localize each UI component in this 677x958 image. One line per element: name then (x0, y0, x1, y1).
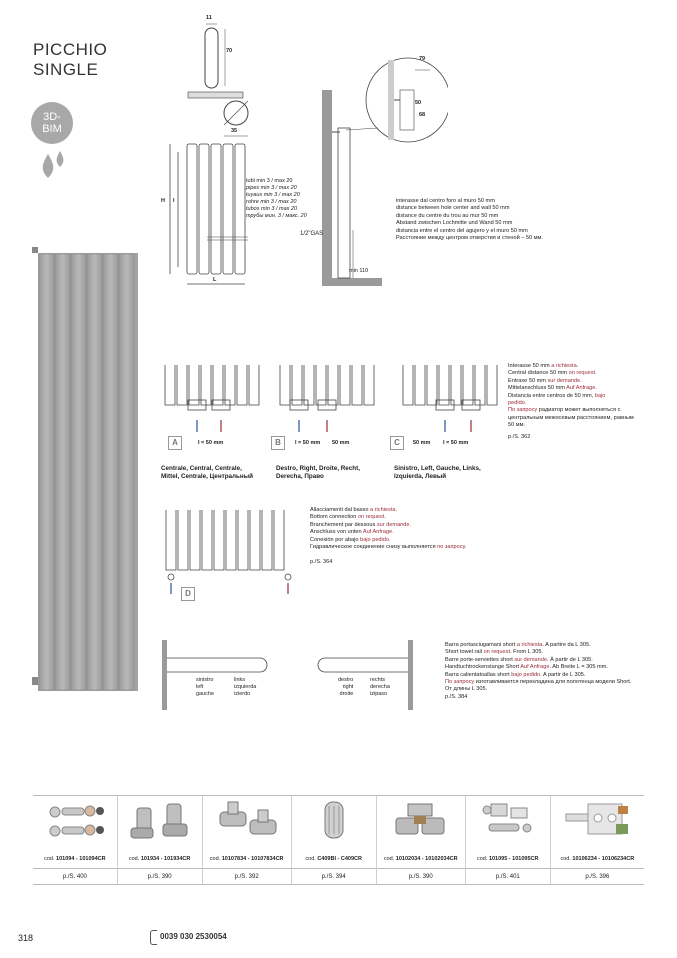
bim-line-2: BIM (42, 123, 62, 135)
variant-c-caption (394, 465, 481, 481)
pipe-spacers-icon (40, 798, 110, 844)
variant-a-caption (161, 465, 253, 481)
product-title (33, 40, 107, 80)
caption-line: Sinistro, Left, Gauche, Links, (394, 465, 481, 472)
towel-left-col2: links izquierda izierdo (234, 677, 257, 697)
dim-68: 68 (419, 112, 426, 118)
valve-set-icon (386, 798, 456, 844)
accessory-code: 10102034 - 10102034CR (395, 856, 458, 862)
accessory-code: 10106234 - 10106234CR (572, 856, 635, 862)
page-number: 318 (18, 933, 34, 943)
interasse-note: Interasse 50 mm a richiesta. Central distance 50 mm on request. Entraxe 50 mm sur demande. Mittelanschluss 50 mm Auf Anfrage. Distancia entre centros de 50 mm, bajo pedido. По запросу радиатор может выполняться с центральным межосевым расстоянием, равным 50 мм. p./S. 362 (508, 363, 634, 440)
pipe-note (246, 178, 307, 220)
variant-c-dim2: I = 50 mm (443, 440, 469, 446)
accessory-page-ref[interactable]: p./S. 401 (465, 869, 550, 886)
pipe-note-line: tubos min 3 / max 20 (246, 206, 298, 212)
caption-line: Derecha, Право (276, 473, 324, 480)
pipe-note-line: tuyaux min 3 / max 20 (246, 192, 300, 198)
bim-badge[interactable] (31, 102, 73, 144)
dim-min110: min 110 (349, 268, 369, 274)
accessories-bottom-rule (33, 884, 644, 885)
bim-line-1: 3D- (43, 111, 61, 123)
variant-b-caption (276, 465, 360, 481)
dim-gas: 1/2"GAS (300, 231, 324, 237)
technical-drawing-side (318, 50, 448, 290)
bottom-connection-drawing (158, 505, 303, 595)
towel-rail-note: Barra portasciugamani short a richiesta. A partire da L 305. Short towel rail on request. From L 305. Barre porte-serviettes short sur demande. À partir de L 305. Handtuchtrockenstange Short Auf Anfrage. Ab Breite L = 305 mm. Barra calientatoallas short bajo pedido. A partir de L 305. По запросу изготавливается перекладина для полотенца модели Short. От длины L 305. p./S. 384 (445, 642, 632, 700)
connection-variants-drawing (160, 360, 510, 440)
pipe-note-line: pipes min 3 / max 20 (246, 185, 297, 191)
straight-valves-icon (212, 798, 282, 844)
towel-right-col2: rechts derecha izipaso (370, 677, 390, 697)
note-line: distance du centre du trou au mur 50 mm (396, 212, 499, 219)
variant-d-label: D (181, 587, 195, 601)
dim-70: 70 (226, 48, 233, 54)
title-line-2: SINGLE (33, 60, 99, 79)
dim-79: 79 (419, 56, 426, 62)
caption-line: Centrale, Central, Centrale, (161, 465, 242, 472)
accessory-page-ref[interactable]: p./S. 400 (33, 869, 117, 886)
thermostatic-head-icon (299, 798, 369, 844)
accessories-table: cod. 101094 - 101094CR cod. 101934 - 101934CR cod. 10107834 - 10107834CR cod. C409BI - C409CR cod. 10102034 - 10102034CR cod. 101095 - 101095CR cod. 10106234 - 10106234CR p./S. 400 p./S. 390 p./S. 392 p./S. 394 p./S. 390 p./S. 401 p./S. 396 (33, 796, 644, 885)
towel-left-col1: sinistro left gauche (196, 677, 215, 697)
dim-l: L (213, 277, 217, 283)
phone-number[interactable]: 0039 030 2530054 (160, 932, 227, 941)
accessory-code: 101934 - 101934CR (140, 856, 191, 862)
towel-right-col1: destro right droite (338, 677, 354, 697)
pipe-note-line: rohre min 3 / max 20 (246, 199, 297, 205)
variant-b-label: B (271, 436, 285, 450)
page-reference: p./S. 362 (508, 433, 531, 440)
variant-c-label: C (390, 436, 404, 450)
water-drops-icon (38, 150, 70, 184)
extension-kit-icon (473, 798, 543, 844)
accessory-page-ref[interactable]: p./S. 392 (202, 869, 291, 886)
towel-rail-drawing (155, 640, 440, 710)
accessory-page-ref[interactable]: p./S. 390 (376, 869, 465, 886)
angle-valves-icon (125, 798, 195, 844)
accessory-page-ref[interactable]: p./S. 390 (117, 869, 202, 886)
accessory-image[interactable] (291, 796, 376, 850)
dim-35: 35 (231, 128, 238, 134)
technical-drawing-front (150, 12, 330, 302)
variant-a-dim: I = 50 mm (198, 440, 224, 446)
note-line: Abstand zwischen Lochmitte und Wand 50 mm (396, 220, 513, 227)
accessory-image[interactable] (33, 796, 117, 850)
accessory-code: C409BI - C409CR (317, 856, 362, 862)
caption-line: Izquierda, Левый (394, 473, 447, 480)
mounting-bracket-icon (558, 798, 636, 844)
dim-i: I (173, 198, 175, 204)
page-reference: p./S. 364 (310, 559, 333, 566)
accessory-image[interactable] (376, 796, 465, 850)
dim-11: 11 (206, 15, 212, 21)
note-line: distance between hole center and wall 50 mm (396, 205, 510, 212)
page-reference: p./S. 384 (445, 693, 468, 700)
accessory-code: 10107834 - 10107834CR (221, 856, 284, 862)
note-line: interasse dal centro foro al muro 50 mm (396, 198, 495, 204)
caption-line: Mittel, Centrale, Центральный (161, 473, 253, 480)
title-line-1: PICCHIO (33, 40, 108, 59)
caption-line: Destro, Right, Droite, Recht, (276, 465, 360, 472)
note-line: Расстояние между центром отверстия и стеной – 50 мм. (396, 235, 543, 242)
accessory-image[interactable] (465, 796, 550, 850)
variant-b-dim2: 50 mm (332, 440, 350, 446)
variant-c-dim1: 50 mm (413, 440, 431, 446)
accessory-image[interactable] (550, 796, 644, 850)
bottom-connection-note: Allacciamenti dal basso a richiesta. Bottom connection on request. Branchement par dessous sur demande. Anschluss von unten Auf Anfrage. Conexión por abajo bajo pedido. Гидравлическое соединение снизу выполняется по запросу. p./S. 364 (310, 507, 467, 566)
accessory-code: 101095 - 101095CR (488, 856, 539, 862)
wall-distance-note (396, 198, 543, 242)
accessory-page-ref[interactable]: p./S. 396 (550, 869, 644, 886)
accessory-image[interactable] (202, 796, 291, 850)
dim-50: 50 (415, 100, 422, 106)
variant-b-dim1: I = 50 mm (295, 440, 321, 446)
note-line: distancia entre el centro del agujero y el muro 50 mm (396, 227, 528, 234)
accessory-code: 101094 - 101094CR (56, 856, 106, 862)
dim-h: H (161, 198, 165, 204)
accessory-image[interactable] (117, 796, 202, 850)
pipe-note-line: tubi min 3 / max 20 (246, 178, 293, 184)
accessory-page-ref[interactable]: p./S. 394 (291, 869, 376, 886)
pipe-note-line: трубы мин. 3 / макс. 20 (246, 213, 307, 219)
radiator-photo (30, 245, 140, 695)
variant-a-label: A (168, 436, 182, 450)
phone-bracket-icon (150, 930, 157, 945)
